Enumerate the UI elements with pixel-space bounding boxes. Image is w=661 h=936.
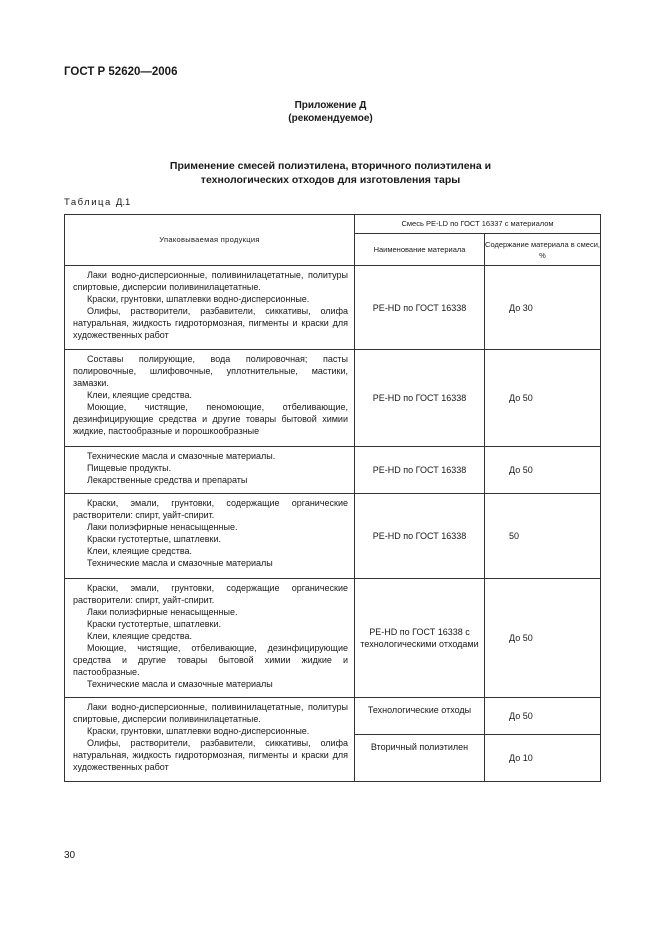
table-row xyxy=(65,266,601,350)
material-cell: PE-HD по ГОСТ 16338 с технологическими отходами xyxy=(355,579,485,698)
product-line: Лаки полиэфирные ненасыщенные. xyxy=(87,607,238,617)
section-title xyxy=(0,159,661,187)
product-line: Клеи, клеящие средства. xyxy=(87,631,193,641)
product-cell xyxy=(65,494,355,579)
product-line: Пищевые продукты. xyxy=(87,463,172,473)
section-title-line-2: технологических отходов для изготовления тары xyxy=(200,174,461,186)
product-line: Краски густотертые, шпатлевки. xyxy=(87,534,221,544)
table-row xyxy=(65,494,601,579)
product-cell xyxy=(65,350,355,447)
content-cell: До 50 xyxy=(485,579,601,698)
appendix-subtitle: (рекомендуемое) xyxy=(288,113,373,124)
table-row xyxy=(65,447,601,494)
table-caption xyxy=(64,197,130,208)
table-row xyxy=(65,350,601,447)
product-line: Составы полирующие, вода полировочная; пасты полировочные, шлифовочные, уплотнительные, мастики, замазки. xyxy=(73,354,348,388)
content-cell: 50 xyxy=(485,494,601,579)
product-line: Олифы, растворители, разбавители, сиккативы, олифа натуральная, жидкость гидротормозная, пигменты и краски для художественных работ xyxy=(73,738,348,772)
material-cell: PE-HD по ГОСТ 16338 xyxy=(355,266,485,350)
product-line: Олифы, растворители, разбавители, сиккативы, олифа натуральная, жидкость гидротормозная, пигменты и краски для художественных работ xyxy=(73,306,348,340)
product-cell xyxy=(65,266,355,350)
header-row xyxy=(65,215,601,234)
content-cell: До 50 xyxy=(485,350,601,447)
product-line: Лаки водно-дисперсионные, поливинилацетатные, политуры спиртовые, дисперсии поливинилацетатные. xyxy=(73,702,348,724)
product-line: Технические масла и смазочные материалы xyxy=(87,679,273,689)
header-content: Содержание материала в смеси, % xyxy=(485,234,601,266)
material-cell: PE-HD по ГОСТ 16338 xyxy=(355,447,485,494)
product-line: Технические масла и смазочные материалы. xyxy=(87,451,276,461)
material-cell: PE-HD по ГОСТ 16338 xyxy=(355,350,485,447)
content-cell: До 50 xyxy=(485,447,601,494)
table-row xyxy=(65,698,601,735)
product-line: Моющие, чистящие, пеномоющие, отбеливающие, дезинфицирующие средства и другие товары бытовой химии жидкие, пастообразные и порошкообразные xyxy=(73,402,348,436)
product-cell xyxy=(65,698,355,782)
product-cell xyxy=(65,447,355,494)
table-caption-label: Таблица xyxy=(64,197,112,208)
material-cell: Технологические отходы xyxy=(355,698,485,735)
standard-header: ГОСТ Р 52620—2006 xyxy=(64,66,178,78)
product-line: Краски, грунтовки, шпатлевки водно-дисперсионные. xyxy=(87,726,310,736)
product-line: Лаки водно-дисперсионные, поливинилацетатные, политуры спиртовые, дисперсии поливинилацетатные. xyxy=(73,270,348,292)
product-line: Краски, эмали, грунтовки, содержащие органические растворители: спирт, уайт-спирит. xyxy=(73,498,348,520)
appendix-heading xyxy=(0,99,661,125)
table-caption-number: Д.1 xyxy=(115,197,131,208)
product-line: Клеи, клеящие средства. xyxy=(87,546,193,556)
page-number: 30 xyxy=(64,850,76,861)
content-cell: До 50 xyxy=(485,698,601,735)
content-cell: До 30 xyxy=(485,266,601,350)
material-cell: Вторичный полиэтилен xyxy=(355,735,485,782)
content-cell: До 10 xyxy=(485,735,601,782)
product-cell xyxy=(65,579,355,698)
header-material: Наименование материала xyxy=(355,234,485,266)
product-line: Краски, эмали, грунтовки, содержащие органические растворители: спирт, уайт-спирит. xyxy=(73,583,348,605)
header-mix: Смесь PE-LD по ГОСТ 16337 с материалом xyxy=(355,215,601,234)
product-line: Клеи, клеящие средства. xyxy=(87,390,193,400)
product-line: Моющие, чистящие, отбеливающие, дезинфицирующие средства и другие товары бытовой химии жидкие и пастообразные. xyxy=(73,643,348,677)
product-line: Технические масла и смазочные материалы xyxy=(87,558,273,568)
appendix-title: Приложение Д xyxy=(294,100,367,111)
product-line: Краски густотертые, шпатлевки. xyxy=(87,619,221,629)
product-line: Лекарственные средства и препараты xyxy=(87,475,248,485)
material-cell: PE-HD по ГОСТ 16338 xyxy=(355,494,485,579)
data-table xyxy=(64,214,601,782)
product-line: Лаки полиэфирные ненасыщенные. xyxy=(87,522,238,532)
section-title-line-1: Применение смесей полиэтилена, вторичного полиэтилена и xyxy=(169,160,492,172)
product-line: Краски, грунтовки, шпатлевки водно-дисперсионные. xyxy=(87,294,310,304)
header-product: Упаковываемая продукция xyxy=(65,215,355,266)
table-row xyxy=(65,579,601,698)
